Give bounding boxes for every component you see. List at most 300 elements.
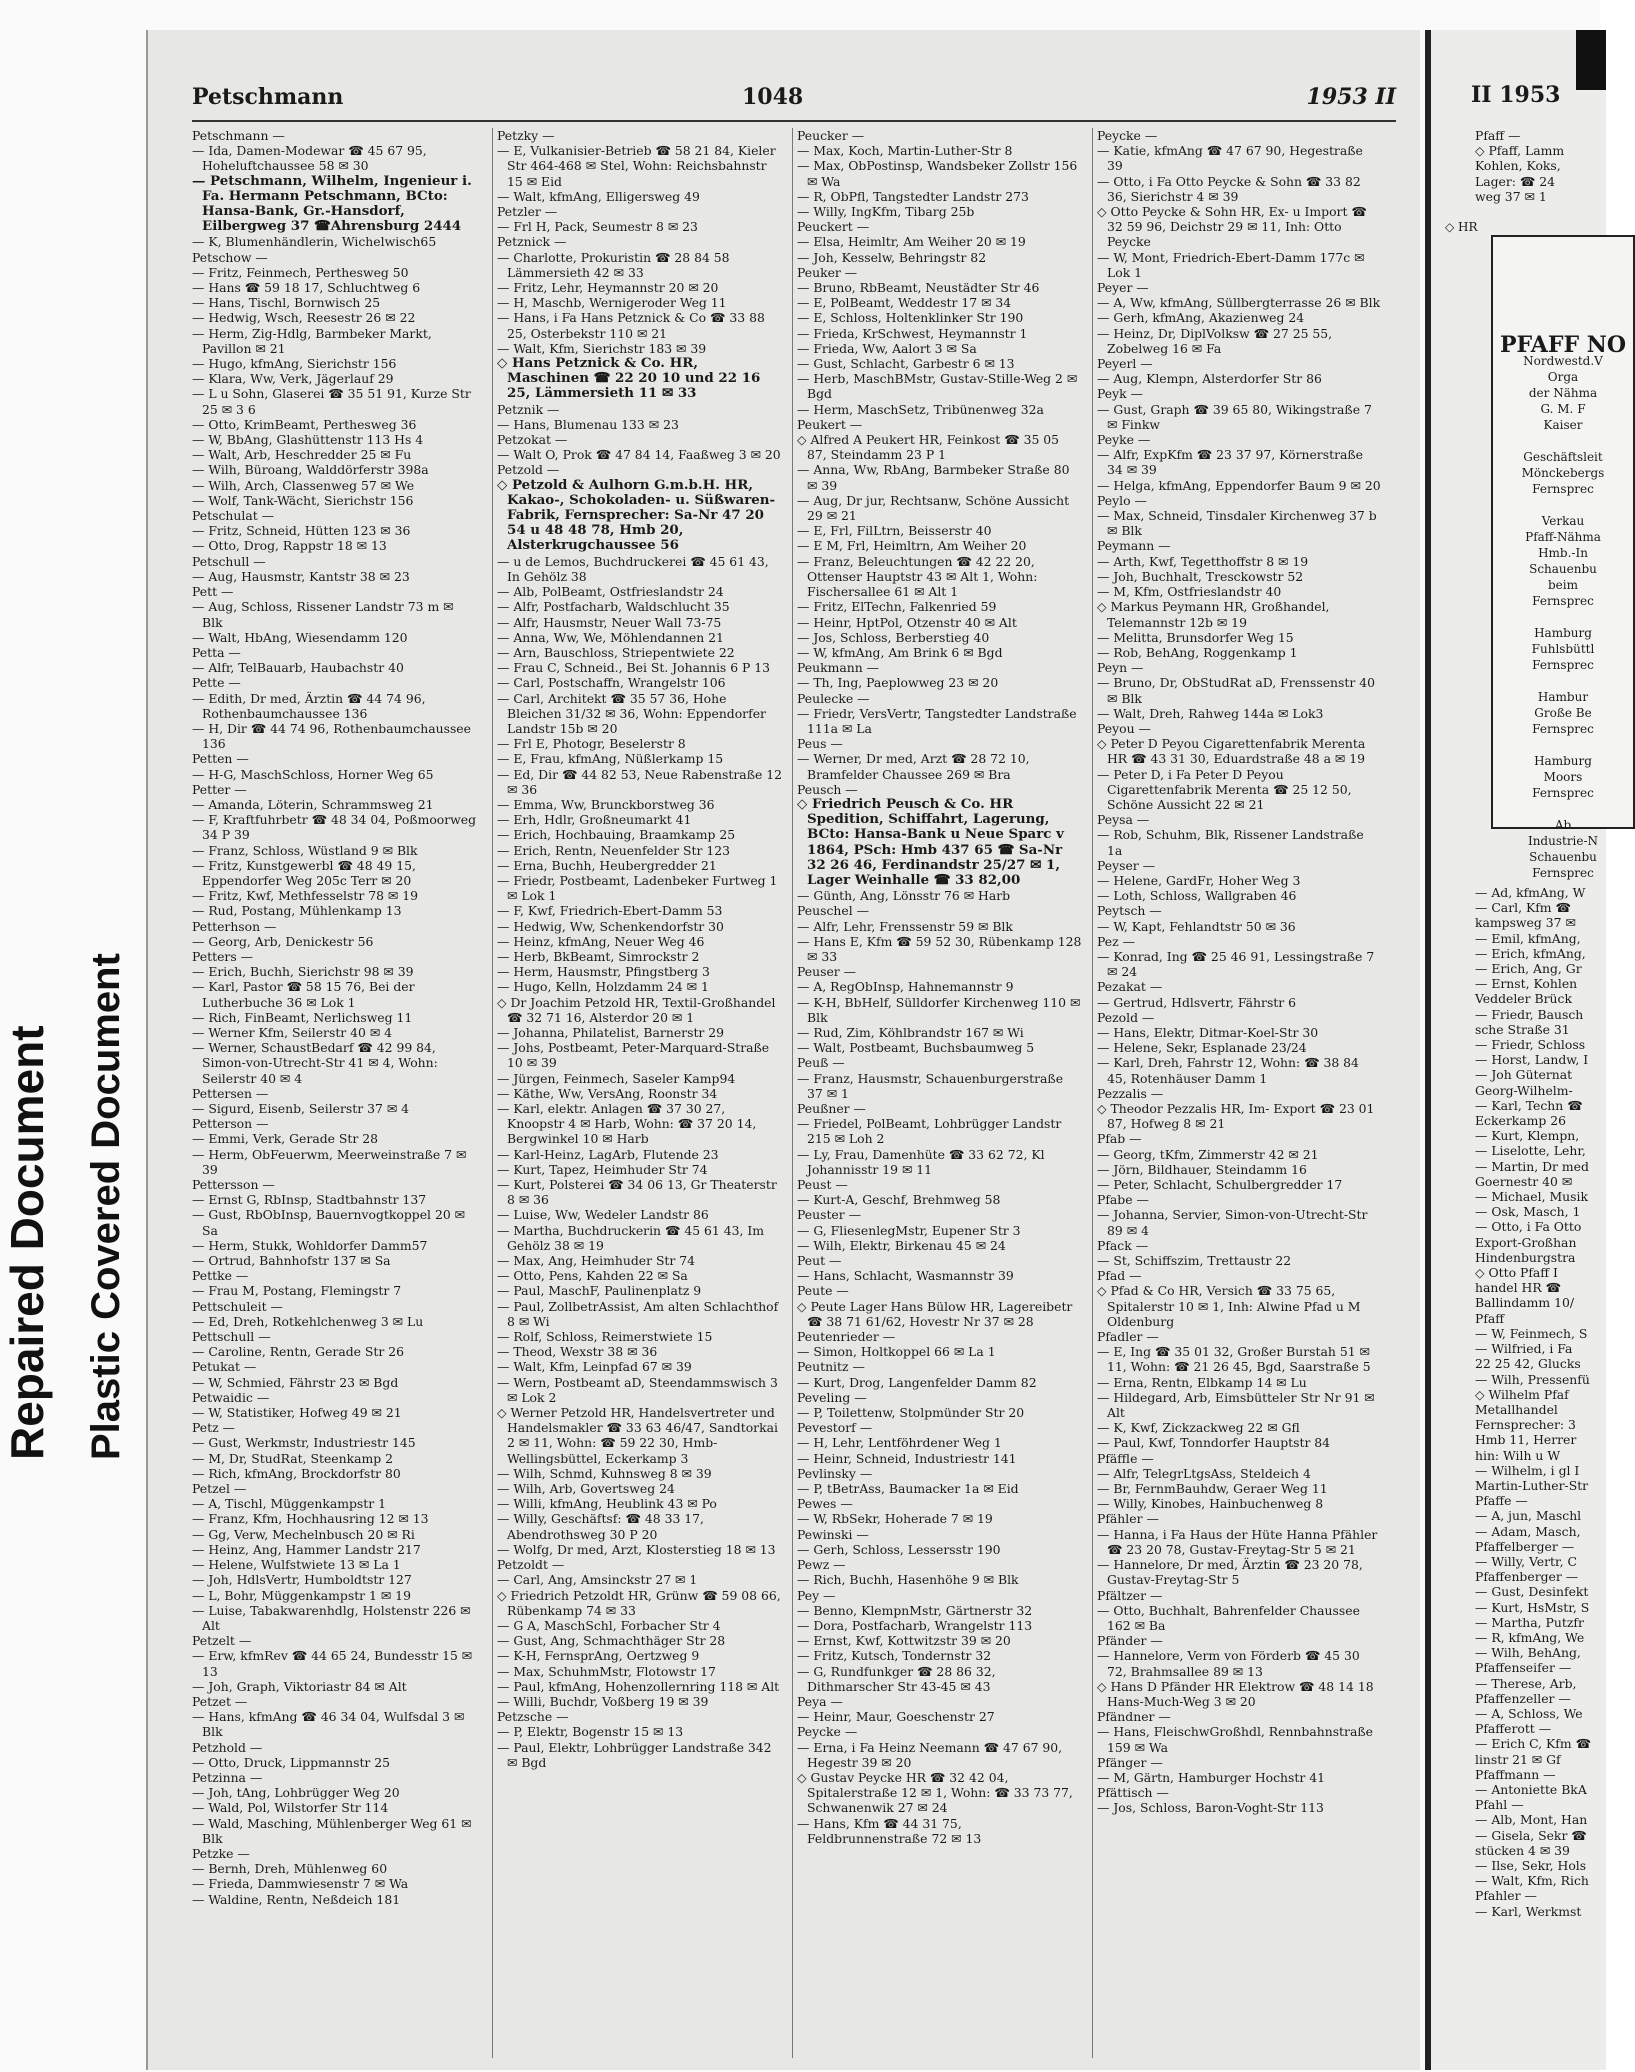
text-line: — A, Schloss, We (1475, 1705, 1583, 1721)
directory-entry: — Martha, Buchdruckerin ☎ 45 61 43, Im Gehölz 38 ✉ 19 (497, 1222, 765, 1253)
directory-entry: — Waldine, Rentn, Neßdeich 181 (192, 1891, 401, 1907)
directory-entry: — Werner, SchaustBedarf ☎ 42 99 84, Simon-von-Utrecht-Str 41 ✉ 4, Wohn: Seilerstr 40 ✉ 4 (192, 1040, 438, 1086)
directory-entry: — L, Bohr, Müggenkampstr 1 ✉ 19 (192, 1587, 411, 1603)
surname-heading: Pettke — (192, 1268, 249, 1284)
text-line (1493, 801, 1633, 817)
surname-heading: Petzinna — (192, 1769, 263, 1785)
surname-heading: Petta — (192, 644, 241, 660)
directory-entry: — Hugo, Kelln, Holzdamm 24 ✉ 1 (497, 979, 709, 995)
directory-entry: — Aug, Schloss, Rissener Landstr 73 m ✉ Blk (192, 599, 454, 630)
surname-heading: Pfändner — (1097, 1709, 1171, 1725)
surname-heading: Petters — (192, 948, 254, 964)
surname-heading: Petznik — (497, 401, 560, 417)
directory-entry: — Joh, HdlsVertr, Humboldtstr 127 (192, 1572, 412, 1588)
text-line: — Alb, Mont, Han (1475, 1812, 1588, 1828)
directory-entry: — Walt, Arb, Heschredder 25 ✉ Fu (192, 447, 412, 463)
directory-entry: — W, Statistiker, Hofweg 49 ✉ 21 (192, 1405, 402, 1421)
directory-entry: — Joh, tAng, Lohbrügger Weg 20 (192, 1785, 400, 1801)
text-line: Export-Großhan (1475, 1234, 1577, 1250)
text-line: Hamburg (1534, 626, 1592, 640)
directory-entry: — E, Schloss, Holtenklinker Str 190 (797, 310, 1024, 326)
text-line: beim (1548, 578, 1578, 592)
directory-entry: — H, Lehr, Lentföhrdener Weg 1 (797, 1435, 1002, 1451)
text-line: — Martha, Putzfr (1475, 1614, 1584, 1630)
text-line: — Michael, Musik (1475, 1189, 1588, 1205)
scan-edge (1576, 30, 1606, 90)
directory-entry: — W, Mont, Friedrich-Ebert-Damm 177c ✉ Lok 1 (1097, 249, 1365, 280)
text-line: Hambur (1537, 690, 1589, 704)
directory-entry: — Wern, Postbeamt aD, Steendammswisch 3 ✉ Lok 2 (497, 1374, 778, 1405)
surname-heading: Pezold — (1097, 1009, 1155, 1025)
directory-entry: — Rich, Buchh, Hasenhöhe 9 ✉ Blk (797, 1572, 1019, 1588)
directory-entry: — Dora, Postfacharb, Wrangelstr 113 (797, 1617, 1033, 1633)
surname-heading: Petzke — (192, 1845, 250, 1861)
text-line: — Liselotte, Lehr, (1475, 1143, 1586, 1159)
directory-entry: — Emma, Ww, Brunckborstweg 36 (497, 796, 715, 812)
directory-entry: — Friedr, VersVertr, Tangstedter Landstraße 111a ✉ La (797, 705, 1077, 736)
surname-heading: Peutnitz — (797, 1359, 865, 1375)
text-line: Georg-Wilhelm- (1475, 1082, 1573, 1098)
directory-entry: — Otto, Buchhalt, Bahrenfelder Chaussee 162 ✉ Ba (1097, 1602, 1360, 1633)
directory-entry: — Herm, Stukk, Wohldorfer Damm57 (192, 1237, 428, 1253)
directory-entry: — Fritz, Kunstgewerbl ☎ 48 49 15, Eppendorfer Weg 205c Terr ✉ 20 (192, 857, 416, 888)
directory-entry: ◇ Friedrich Peusch & Co. HR Spedition, Schiffahrt, Lagerung, BCto: Hansa-Bank u Neue Sparc v 1864, PSch: Hmb 437 65 ☎ Sa-Nr 32 26 46, Ferdinandstr 25/27 ✉ 1, Lager Weinhalle ☎ 33 82,00 (797, 795, 1064, 888)
surname-heading: Peycke — (797, 1724, 858, 1740)
pfaff-advertisement (1491, 235, 1635, 880)
surname-heading: Pevestorf — (797, 1420, 873, 1436)
directory-entry: — Emmi, Verk, Gerade Str 28 (192, 1131, 379, 1147)
text-line: kampsweg 37 ✉ (1475, 915, 1576, 931)
text-line: Schauenbu (1529, 562, 1597, 576)
surname-heading: Peycke — (1097, 128, 1158, 143)
directory-entry: — Karl, Dreh, Fahrstr 12, Wohn: ☎ 38 84 45, Rotenhäuser Damm 1 (1097, 1055, 1359, 1086)
directory-entry: — Joh, Kesselw, Behringstr 82 (797, 249, 987, 265)
text-line: Pfafferott — (1475, 1721, 1552, 1737)
surname-heading: Peußner — (797, 1101, 866, 1116)
surname-heading: Pewes — (797, 1496, 853, 1512)
directory-entry: — Wolf, Tank-Wächt, Sierichstr 156 (192, 492, 414, 508)
directory-entry: — Fritz, Lehr, Heymannstr 20 ✉ 20 (497, 280, 719, 296)
directory-entry: — Gerh, Schloss, Lessersstr 190 (797, 1541, 1001, 1557)
directory-entry: — Benno, KlempnMstr, Gärtnerstr 32 (797, 1602, 1033, 1618)
surname-heading: Peveling — (797, 1389, 867, 1405)
facing-list-entries (1475, 885, 1615, 1919)
text-line: — Antoniette BkA (1475, 1781, 1587, 1797)
text-line: Pfaff (1475, 1310, 1505, 1326)
column-2 (492, 128, 782, 2058)
directory-entry: — Rud, Zim, Köhlbrandstr 167 ✉ Wi (797, 1024, 1024, 1040)
directory-entry: — Gust, Ang, Schmachthäger Str 28 (497, 1633, 726, 1649)
directory-entry: — E, PolBeamt, Weddestr 17 ✉ 34 (797, 295, 1012, 311)
directory-entry: — Alfr, Hausmstr, Neuer Wall 73-75 (497, 614, 722, 630)
directory-entry: — Herm, Hausmstr, Pfingstberg 3 (497, 964, 710, 980)
surname-heading: Pfäffle — (1097, 1450, 1154, 1466)
text-line: Nordwestd.V (1523, 354, 1603, 368)
directory-entry: — Gg, Verw, Mechelnbusch 20 ✉ Ri (192, 1526, 415, 1542)
surname-heading: Peuschel — (797, 903, 869, 919)
directory-entry: — Erich, Hochbauing, Braamkamp 25 (497, 827, 736, 843)
directory-entry: — Karl, elektr. Anlagen ☎ 37 30 27, Knoopstr 4 ✉ Harb, Wohn: ☎ 37 20 14, Bergwinkel 10 ✉ Harb (497, 1101, 757, 1147)
text-line: — Carl, Kfm ☎ (1475, 900, 1571, 916)
directory-entry: — Sigurd, Eisenb, Seilerstr 37 ✉ 4 (192, 1101, 410, 1116)
directory-entry: — Herb, BkBeamt, Simrockstr 2 (497, 948, 700, 964)
text-line: handel HR ☎ (1475, 1280, 1562, 1296)
directory-entry: — Hans, FleischwGroßhdl, Rennbahnstraße 159 ✉ Wa (1097, 1724, 1373, 1755)
text-line: G. M. F (1540, 402, 1586, 416)
text-line: Fuhlsbüttl (1531, 642, 1595, 656)
text-line: der Nähma (1528, 386, 1598, 400)
directory-entry: — Katie, kfmAng ☎ 47 67 90, Hegestraße 39 (1097, 143, 1363, 174)
text-line: Pfaff-Nähma (1525, 530, 1601, 544)
directory-entry: — Heinz, Ang, Hammer Landstr 217 (192, 1541, 421, 1557)
directory-entry: — Willy, Kinobes, Hainbuchenweg 8 (1097, 1496, 1324, 1512)
directory-entry: — Erna, Buchh, Heubergredder 21 (497, 857, 717, 873)
directory-entry: — Rud, Postang, Mühlenkamp 13 (192, 903, 402, 919)
surname-heading: Petzoldt — (497, 1557, 565, 1573)
directory-entry: — Gertrud, Hdlsvertr, Fährstr 6 (1097, 994, 1297, 1010)
surname-heading: Peytsch — (1097, 903, 1162, 919)
text-line: Goernestr 40 ✉ (1475, 1173, 1573, 1189)
surname-heading: Pettersson — (192, 1177, 275, 1193)
text-line: — Joh Güternat (1475, 1067, 1573, 1083)
text-line: — Otto, i Fa Otto (1475, 1219, 1582, 1235)
surname-heading: Petwaidic — (192, 1389, 270, 1405)
directory-entry: — Elsa, Heimltr, Am Weiher 20 ✉ 19 (797, 234, 1026, 250)
directory-entry: — R, ObPfl, Tangstedter Landstr 273 (797, 188, 1029, 204)
directory-entry: — Carl, Ang, Amsinckstr 27 ✉ 1 (497, 1572, 698, 1588)
surname-heading: Pez — (1097, 933, 1135, 949)
directory-entry: — G A, MaschSchl, Forbacher Str 4 (497, 1617, 721, 1633)
text-line: hin: Wilh u W (1475, 1447, 1561, 1463)
surname-heading: Peyer — (1097, 280, 1149, 296)
directory-entry: — Wald, Pol, Wilstorfer Str 114 (192, 1800, 389, 1816)
directory-entry: — Karl-Heinz, LagArb, Flutende 23 (497, 1146, 719, 1162)
directory-entry: — A, RegObInsp, Hahnemannstr 9 (797, 979, 1014, 995)
directory-entry: — Jörn, Bildhauer, Steindamm 16 (1097, 1161, 1307, 1177)
column-3 (792, 128, 1082, 2058)
directory-entry: — Arn, Bauschloss, Striepentwiete 22 (497, 644, 735, 660)
directory-entry: — Werner, Dr med, Arzt ☎ 28 72 10, Bramfelder Chaussee 269 ✉ Bra (797, 751, 1030, 782)
directory-entry: — G, Rundfunkger ☎ 28 86 32, Dithmarscher Str 43-45 ✉ 43 (797, 1663, 996, 1694)
directory-entry: — Günth, Ang, Lönsstr 76 ✉ Harb (797, 888, 1011, 904)
surname-heading: Pfältzer — (1097, 1587, 1163, 1603)
text-line: sche Straße 31 (1475, 1021, 1570, 1037)
text-line: Schauenbu (1529, 850, 1597, 864)
facing-page-header: II 1953 (1471, 82, 1561, 108)
text-line: — Emil, kfmAng, (1475, 930, 1581, 946)
header-running-name: Petschmann (192, 84, 344, 110)
directory-entry: — Willi, Buchdr, Voßberg 19 ✉ 39 (497, 1693, 709, 1709)
directory-entry: — Otto, KrimBeamt, Perthesweg 36 (192, 416, 417, 432)
surname-heading: Pfänder — (1097, 1633, 1163, 1649)
directory-entry: — Arth, Kwf, Tegetthoffstr 8 ✉ 19 (1097, 553, 1309, 569)
text-line: Hamburg (1534, 754, 1592, 768)
text-line: Ballindamm 10/ (1475, 1295, 1575, 1311)
directory-entry: — M, Gärtn, Hamburger Hochstr 41 (1097, 1769, 1325, 1785)
page-number: 1048 (742, 84, 804, 110)
text-line: linstr 21 ✉ Gf (1475, 1751, 1561, 1767)
directory-entry: — Heinr, Schneid, Industriestr 141 (797, 1450, 1017, 1466)
text-line: Mönckebergs (1521, 466, 1605, 480)
ad-title: PFAFF NO (1499, 332, 1627, 358)
text-line: Fernsprec (1532, 658, 1594, 672)
directory-entry: — Frl H, Pack, Seumestr 8 ✉ 23 (497, 219, 698, 235)
directory-entry: — Alb, PolBeamt, Ostfrieslandstr 24 (497, 584, 724, 600)
surname-heading: Petten — (192, 751, 249, 767)
text-line: — Ernst, Kohlen (1475, 976, 1578, 992)
directory-entry: — Rob, BehAng, Roggenkamp 1 (1097, 644, 1298, 660)
text-line (1493, 433, 1633, 449)
directory-entry: — Johs, Postbeamt, Peter-Marquard-Straße 10 ✉ 39 (497, 1040, 770, 1071)
text-line: — R, kfmAng, We (1475, 1629, 1585, 1645)
text-line: Fernsprec (1532, 722, 1594, 736)
directory-entry: — Fritz, Kutsch, Tondernstr 32 (797, 1648, 992, 1664)
surname-heading: Petschmann — (192, 128, 285, 143)
directory-entry: — Franz, Schloss, Wüstland 9 ✉ Blk (192, 842, 418, 858)
directory-entry: — Alfr, Lehr, Frenssenstr 59 ✉ Blk (797, 918, 1013, 934)
directory-entry: — Heinr, Maur, Goeschenstr 27 (797, 1709, 995, 1725)
directory-entry: ◇ Hans Petznick & Co. HR, Maschinen ☎ 22 20 10 und 22 16 25, Lämmersieth 11 ✉ 33 (497, 355, 761, 402)
surname-heading: Pettschull — (192, 1329, 271, 1345)
directory-entry: — Gust, Werkmstr, Industriestr 145 (192, 1435, 416, 1451)
directory-entry: — Fritz, Schneid, Hütten 123 ✉ 36 (192, 523, 411, 539)
directory-entry: — Frau M, Postang, Flemingstr 7 (192, 1283, 402, 1299)
directory-entry: — Willi, kfmAng, Heublink 43 ✉ Po (497, 1496, 717, 1512)
directory-entry: — Friedel, PolBeamt, Lohbrügger Landstr 215 ✉ Loh 2 (797, 1116, 1062, 1147)
surname-heading: Pfättisch — (1097, 1785, 1169, 1801)
text-line: stücken 4 ✉ 39 (1475, 1842, 1570, 1858)
directory-entry: ◇ Markus Peymann HR, Großhandel, Telemannstr 12b ✉ 19 (1097, 599, 1330, 630)
directory-entry: ◇ Pfad & Co HR, Versich ☎ 33 75 65, Spitalerstr 10 ✉ 1, Inh: Alwine Pfad u M Oldenburg (1097, 1283, 1361, 1329)
directory-entry: — Georg, tKfm, Zimmerstr 42 ✉ 21 (1097, 1146, 1319, 1162)
directory-entry: — Max, SchuhmMstr, Flotowstr 17 (497, 1663, 716, 1679)
surname-heading: Peuckert — (797, 219, 870, 235)
directory-entry: ◇ Alfred A Peukert HR, Feinkost ☎ 35 05 87, Steindamm 23 P 1 (797, 432, 1060, 463)
text-line (1493, 673, 1633, 689)
directory-entry: — H, Dir ☎ 44 74 96, Rothenbaumchaussee 136 (192, 720, 471, 752)
text-line: ◇ Wilhelm Pfaf (1475, 1386, 1569, 1402)
directory-entry: — Paul, kfmAng, Hohenzollernring 118 ✉ Alt (497, 1678, 780, 1694)
directory-entry: — Kurt, Tapez, Heimhuder Str 74 (497, 1161, 708, 1177)
facing-page (1425, 30, 1627, 2070)
directory-entry: — Otto, i Fa Otto Peycke & Sohn ☎ 33 82 36, Sierichstr 4 ✉ 39 (1097, 173, 1361, 204)
directory-entry: — Werner Kfm, Seilerstr 40 ✉ 4 (192, 1024, 393, 1040)
text-line: — Ilse, Sekr, Hols (1475, 1858, 1587, 1873)
directory-entry: ◇ Werner Petzold HR, Handelsvertreter und Handelsmakler ☎ 33 63 46/47, Sandtorkai 2 ✉ 11, Wohn: ☎ 59 22 30, Hmb-Wellingsbüttel, Eckerkamp 3 (497, 1405, 778, 1466)
text-line: Pfaffe — (1475, 1493, 1528, 1509)
text-line: Industrie-N (1527, 834, 1599, 848)
directory-entry: — Wolfg, Dr med, Arzt, Klosterstieg 18 ✉ 13 (497, 1541, 776, 1557)
text-line: Martin-Luther-Str (1475, 1477, 1589, 1493)
directory-entry: — Rich, FinBeamt, Nerlichsweg 11 (192, 1009, 413, 1025)
directory-entry: — Hedwig, Ww, Schenkendorfstr 30 (497, 918, 724, 934)
text-line: — Kurt, HsMstr, S (1475, 1599, 1590, 1615)
page-header (192, 80, 1396, 122)
directory-entry: — Paul, Elektr, Lohbrügger Landstraße 342 ✉ Bgd (497, 1739, 772, 1770)
surname-heading: Petzel — (192, 1481, 247, 1497)
directory-entry: — Walt, kfmAng, Elligersweg 49 (497, 188, 700, 204)
text-line: 22 25 42, Glucks (1475, 1356, 1581, 1372)
directory-entry: — Frieda, Dammwiesenstr 7 ✉ Wa (192, 1876, 409, 1892)
surname-heading: Peyerl — (1097, 356, 1153, 372)
text-line (1493, 737, 1633, 753)
column-4 (1092, 128, 1382, 2058)
directory-entry: — Hans, Kfm ☎ 44 31 75, Feldbrunnenstraße 72 ✉ 13 (797, 1815, 982, 1846)
directory-entry: — Fritz, Kwf, Methfesselstr 78 ✉ 19 (192, 888, 418, 904)
text-line: — Adam, Masch, (1475, 1523, 1581, 1539)
surname-heading: Pfad — (1097, 1268, 1142, 1284)
text-line: Kohlen, Koks, (1475, 158, 1561, 174)
directory-entry: — Jürgen, Feinmech, Saseler Kamp94 (497, 1070, 736, 1086)
directory-entry: — Jos, Schloss, Berberstieg 40 (797, 629, 990, 645)
surname-heading: Peutenrieder — (797, 1329, 896, 1345)
surname-heading: Petzky — (497, 128, 555, 143)
directory-entry: — Paul, ZollbetrAssist, Am alten Schlachthof 8 ✉ Wi (497, 1298, 779, 1329)
directory-entry: — E, Vulkanisier-Betrieb ☎ 58 21 84, Kieler Str 464-468 ✉ Stel, Wohn: Reichsbahnstr 15 ✉ Eid (497, 143, 776, 189)
directory-entry: — Erna, Rentn, Elbkamp 14 ✉ Lu (1097, 1374, 1307, 1390)
directory-entry: — Heinz, kfmAng, Neuer Weg 46 (497, 933, 705, 949)
directory-entry: — Loth, Schloss, Wallgraben 46 (1097, 888, 1297, 904)
directory-entry: — W, Schmied, Fährstr 23 ✉ Bgd (192, 1374, 399, 1390)
directory-entry: — Anna, Ww, RbAng, Barmbeker Straße 80 ✉ 39 (797, 462, 1070, 493)
text-line: — Wilh, Pressenfü (1475, 1371, 1590, 1387)
directory-entry: — Ly, Frau, Damenhüte ☎ 33 62 72, Kl Johannisstr 19 ✉ 11 (797, 1146, 1045, 1177)
directory-entry: — Aug, Klempn, Alsterdorfer Str 86 (1097, 371, 1322, 387)
directory-entry: — Bruno, RbBeamt, Neustädter Str 46 (797, 280, 1040, 296)
directory-entry: — Walt, HbAng, Wiesendamm 120 (192, 629, 408, 645)
directory-entry: — F, Kraftfuhrbetr ☎ 48 34 04, Poßmoorweg 34 P 39 (192, 812, 477, 843)
directory-entry: — Walt O, Prok ☎ 47 84 14, Faaßweg 3 ✉ 20 (497, 447, 781, 463)
surname-heading: Petschow — (192, 249, 268, 265)
ad-lines (1493, 353, 1633, 881)
directory-entry: — W, kfmAng, Am Brink 6 ✉ Bgd (797, 644, 1003, 660)
directory-entry: — Klara, Ww, Verk, Jägerlauf 29 (192, 371, 394, 387)
surname-heading: Peya — (797, 1693, 843, 1709)
directory-entry: — Gust, RbObInsp, Bauernvogtkoppel 20 ✉ Sa (192, 1207, 466, 1238)
directory-entry: — Wilh, Schmd, Kuhnsweg 8 ✉ 39 (497, 1465, 712, 1481)
surname-heading: Pewinski — (797, 1526, 869, 1542)
directory-entry: — Peter, Schlacht, Schulbergredder 17 (1097, 1177, 1343, 1193)
directory-entry: — W, RbSekr, Hoherade 7 ✉ 19 (797, 1511, 993, 1527)
directory-entry: — Alfr, ExpKfm ☎ 23 37 97, Körnerstraße 34 ✉ 39 (1097, 447, 1363, 478)
directory-entry: ◇ Gustav Peycke HR ☎ 32 42 04, Spitalerstraße 12 ✉ 1, Wohn: ☎ 33 73 77, Schwanenwik 27 ✉ 24 (797, 1769, 1073, 1816)
directory-entry: — Frau C, Schneid., Bei St. Johannis 6 P 13 (497, 660, 771, 676)
surname-heading: Pey — (797, 1587, 836, 1603)
directory-page (146, 30, 1420, 2070)
surname-heading: Pettersen — (192, 1085, 269, 1101)
directory-entry: — Hannelore, Dr med, Ärztin ☎ 23 20 78, Gustav-Freytag-Str 5 (1097, 1557, 1363, 1588)
surname-heading: Petterson — (192, 1116, 269, 1132)
surname-heading: Peukert — (797, 416, 863, 432)
text-line (1493, 497, 1633, 513)
directory-entry: — Bernh, Dreh, Mühlenweg 60 (192, 1861, 388, 1877)
directory-entry: — Petschmann, Wilhelm, Ingenieur i. Fa. Hermann Petschmann, BCto: Hansa-Bank, Gr.-Hansdorf, Eilbergweg 37 ☎Ahrensburg 2444 (192, 172, 472, 235)
text-line: — Ad, kfmAng, W (1475, 885, 1586, 900)
directory-entry: — Helene, GardFr, Hoher Weg 3 (1097, 872, 1301, 888)
surname-heading: Peut — (797, 1253, 842, 1269)
directory-entry: — Max, Schneid, Tinsdaler Kirchenweg 37 b ✉ Blk (1097, 508, 1377, 539)
surname-heading: Peuß — (797, 1055, 845, 1071)
directory-entry: — Luise, Ww, Wedeler Landstr 86 (497, 1207, 709, 1223)
surname-heading: Pfab — (1097, 1131, 1142, 1147)
directory-entry: — Alfr, TelegrLtgsAss, Steldeich 4 (1097, 1465, 1311, 1481)
text-line: — Therese, Arb, (1475, 1675, 1577, 1691)
directory-entry: ◇ Dr Joachim Petzold HR, Textil-Großhandel ☎ 32 71 16, Alsterdor 20 ✉ 1 (497, 994, 776, 1025)
directory-columns (192, 128, 1402, 2058)
directory-entry: ◇ Peute Lager Hans Bülow HR, Lagereibetr ☎ 38 71 61/62, Hovestr Nr 37 ✉ 28 (797, 1298, 1073, 1329)
column-1 (192, 128, 477, 2058)
surname-heading: Petzet — (192, 1693, 248, 1709)
directory-entry: — Erw, kfmRev ☎ 44 65 24, Bundesstr 15 ✉ 13 (192, 1648, 473, 1679)
directory-entry: — Fritz, Feinmech, Perthesweg 50 (192, 264, 409, 280)
directory-entry: — Käthe, Ww, VersAng, Roonstr 34 (497, 1085, 718, 1101)
text-line: Pfaffenzeller — (1475, 1690, 1571, 1706)
directory-entry: — Heinz, Dr, DiplVolksw ☎ 27 25 55, Zobelweg 16 ✉ Fa (1097, 325, 1333, 356)
text-line: Orga (1547, 370, 1579, 384)
directory-entry: — Fritz, ElTechn, Falkenried 59 (797, 599, 997, 615)
text-line: Große Be (1534, 706, 1592, 720)
surname-heading: Pezakat — (1097, 979, 1163, 995)
directory-entry: — P, Toilettenw, Stolpmünder Str 20 (797, 1405, 1025, 1421)
directory-entry: — Johanna, Philatelist, Barnerstr 29 (497, 1024, 725, 1040)
directory-entry: — Erh, Hdlr, Großneumarkt 41 (497, 812, 692, 828)
repaired-document-label: Repaired Document (1, 1025, 53, 1460)
surname-heading: Peucker — (797, 128, 865, 143)
directory-entry: — Rolf, Schloss, Reimerstwiete 15 (497, 1329, 713, 1345)
directory-entry: — Joh, Buchhalt, Tresckowstr 52 (1097, 568, 1304, 584)
directory-entry: — Wilh, Arb, Govertsweg 24 (497, 1481, 675, 1497)
directory-entry: — H, Maschb, Wernigeroder Weg 11 (497, 295, 727, 311)
directory-entry: — Aug, Dr jur, Rechtsanw, Schöne Aussicht 29 ✉ 21 (797, 492, 1070, 524)
directory-entry: — Br, FernmBauhdw, Geraer Weg 11 (1097, 1481, 1328, 1497)
directory-entry: — Alfr, TelBauarb, Haubachstr 40 (192, 660, 404, 676)
directory-entry: — Erna, i Fa Heinz Neemann ☎ 47 67 90, Hegestr 39 ✉ 20 (797, 1739, 1063, 1770)
surname-heading: Peylo — (1097, 492, 1147, 508)
text-line: Pfaffelberger — (1475, 1538, 1575, 1554)
surname-heading: Petz — (192, 1420, 235, 1436)
surname-heading: Pfabe — (1097, 1192, 1149, 1208)
text-line: Fernsprec (1532, 786, 1594, 800)
directory-entry: — Helene, Wulfstwiete 13 ✉ La 1 (192, 1557, 401, 1573)
text-line (1493, 609, 1633, 625)
text-line: — Willy, Vertr, C (1475, 1553, 1577, 1569)
directory-entry: — Ernst G, RbInsp, Stadtbahnstr 137 (192, 1192, 427, 1208)
directory-entry: — E M, Frl, Heimltrn, Am Weiher 20 (797, 538, 1027, 554)
surname-heading: Peute — (797, 1283, 849, 1299)
directory-entry: — L u Sohn, Glaserei ☎ 35 51 91, Kurze Str 25 ✉ 3 6 (192, 386, 471, 417)
surname-heading: Peyser — (1097, 857, 1156, 873)
directory-entry: — Joh, Graph, Viktoriastr 84 ✉ Alt (192, 1678, 407, 1694)
directory-entry: — M, Dr, StudRat, Steenkamp 2 (192, 1450, 394, 1466)
directory-entry: — Georg, Arb, Denickestr 56 (192, 933, 374, 949)
directory-entry: — Gust, Schlacht, Garbestr 6 ✉ 13 (797, 356, 1015, 372)
directory-entry: — Helga, kfmAng, Eppendorfer Baum 9 ✉ 20 (1097, 477, 1381, 493)
surname-heading: Peyn — (1097, 660, 1144, 676)
directory-entry: — Luise, Tabakwarenhdlg, Holstenstr 226 ✉ Alt (192, 1602, 471, 1633)
text-line: — Osk, Masch, 1 (1475, 1204, 1581, 1220)
surname-heading: Petschull — (192, 553, 266, 569)
surname-heading: Peulecke — (797, 690, 870, 706)
surname-heading: Petzokat — (497, 432, 568, 448)
surname-heading: Peuser — (797, 964, 857, 980)
surname-heading: Petukat — (192, 1359, 257, 1375)
text-line: Pfaffenseifer — (1475, 1660, 1572, 1676)
directory-entry: — Hanna, i Fa Haus der Hüte Hanna Pfähler ☎ 23 20 78, Gustav-Freytag-Str 5 ✉ 21 (1097, 1526, 1378, 1557)
directory-entry: — St, Schiffszim, Trettaustr 22 (1097, 1253, 1292, 1269)
directory-entry: — Johanna, Servier, Simon-von-Utrecht-Str 89 ✉ 4 (1097, 1207, 1368, 1238)
directory-entry: — Aug, Hausmstr, Kantstr 38 ✉ 23 (192, 568, 410, 584)
directory-entry: — E, Frl, FilLtrn, Beisserstr 40 (797, 523, 992, 539)
